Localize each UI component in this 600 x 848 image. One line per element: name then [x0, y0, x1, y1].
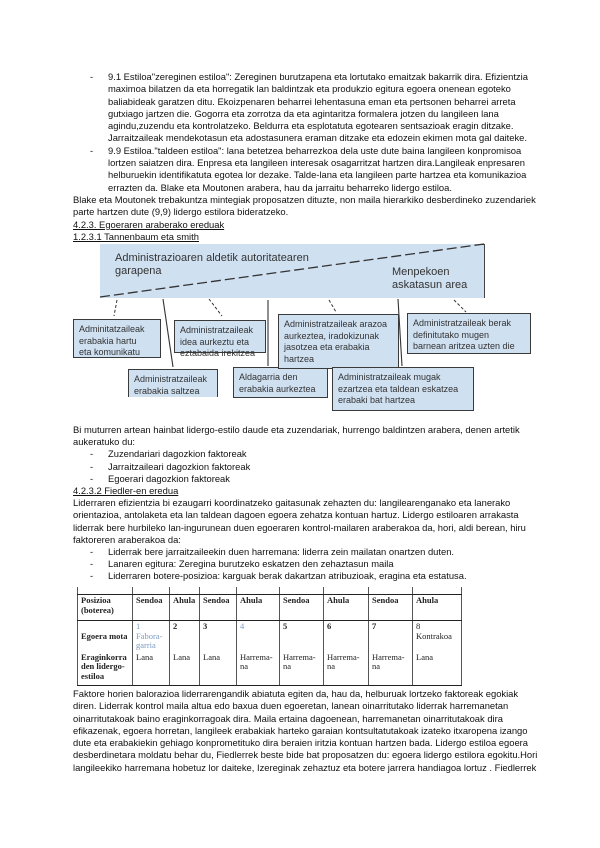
- diagram-box-3: [174, 320, 266, 358]
- table-row: [78, 595, 462, 621]
- list-item-text: Liderraren botere-posizioa: karguak berak dakartzan atribuzioak, eragina eta estatusa.: [108, 570, 467, 582]
- table-cell: Ahula: [413, 595, 462, 621]
- line: Administratzaileak: [180, 325, 254, 335]
- table-cell: 7: [369, 621, 413, 652]
- table-cell: Harrema-na: [280, 652, 324, 686]
- line: barnean aritzea uzten die: [413, 341, 515, 351]
- list-item: - Liderrak bere jarraitzaileekin duen harremana: liderra zein mailatan onartzen duten.: [90, 545, 455, 557]
- table-cell: Lana: [413, 652, 462, 686]
- line: eztabaida irekitzea: [180, 348, 256, 358]
- table-cell: Ahula: [170, 595, 200, 621]
- paragraph-line: Faktore horien balorazioa liderrarengandik abiatuta egiten da, hau da, helburuak lortzeko faktoreak egokiak: [73, 688, 519, 699]
- line: erabakia saltzea: [134, 385, 200, 396]
- list-item: - Liderraren botere-posizioa: karguak berak dakartzan atribuzioak, eragina eta estatusa.: [90, 570, 467, 582]
- table-cell: 4: [237, 621, 280, 652]
- list-item-text: Egoerari dagozkion faktoreak: [108, 472, 230, 484]
- list-item: - Zuzendariari dagozkion faktoreak: [90, 448, 247, 460]
- table-row: [78, 587, 462, 595]
- diagram-box-1: [73, 319, 161, 358]
- line: errazten da. Blake eta Moutonen arabera, hau da jarraitu beharreko lidergo estiloa.: [108, 181, 452, 193]
- paragraph-line: diren. Liderrak kontrol maila altua edo baxua duen egoeretan, lanean oinarritutako liderrak harremanetan: [73, 700, 509, 712]
- line: Jarraitzaileak mendekotasun eta adostasunera eraman ditzake eta edozein ekimen mota gal daiteke.: [108, 132, 528, 144]
- line: Aldagarria den: [239, 372, 298, 382]
- paragraph-line: dute eta erabakiekin gehiago konprometituko dira beraien iritzia kontuan hartzen bada. Lidergo estiloa egoera: [73, 737, 528, 749]
- table-cell: 6: [324, 621, 369, 652]
- table-row: [78, 652, 462, 686]
- paragraph-line: oinarritutakoak baino eraginkorragoak dira. Maila ertaina dagoenean, harremanetan oinarritutakoak dira: [73, 712, 503, 724]
- paragraph-line: efikazenak, egoera horretan, langileek erabakiak harteko garaian kontsultatutakoak izateko itxaropena izango: [73, 724, 528, 736]
- table-cell: 1 Faborа-garria: [133, 621, 170, 652]
- table-cell: 2: [170, 621, 200, 652]
- table-cell: Sendoa: [369, 595, 413, 621]
- paragraph-line: Bi muturren artean hainbat lidergo-estilo daude eta zuzendariak, hurrengo baldintzen arabera, denen artetik: [73, 424, 520, 435]
- line: Menpekoen: [392, 266, 450, 278]
- table-cell: Sendoa: [280, 595, 324, 621]
- line: eta komunikatu: [79, 347, 141, 357]
- table-cell: Eraginkorra den lidergo-estiloa: [78, 652, 133, 686]
- list-item: - Lanaren egitura: Zeregina burutzeko eskatzen den zehaztasun maila: [90, 558, 394, 570]
- paragraph-line: aukeratuko du:: [73, 436, 136, 448]
- list-item-text: Jarraitzaileari dagozkion faktoreak: [108, 460, 251, 472]
- table-cell: Sendoa: [200, 595, 237, 621]
- line: 9.9 Estiloa."taldeen estiloa": lana betetzea beharrezkoa dela uste dute baina langileen konpromisoa: [108, 144, 522, 156]
- paragraph-line: liderrak bere hurbileko lan-ingurunean duen egoeraren kontrol-mailaren araberakoa da, hori, aldi berean, hiru: [73, 521, 526, 533]
- line: Administratzaileak: [134, 374, 208, 384]
- line: garapena: [115, 265, 162, 277]
- table-cell: Ahula: [237, 595, 280, 621]
- line: gutxiago jartzen die. Gogorra eta zorrotza da eta agintaritza formalera jotzen du langileen lana: [108, 107, 499, 119]
- diagram-box-7: [407, 313, 531, 354]
- line: erabaki bat hartzea: [338, 395, 416, 405]
- paragraph-line: faktoreren araberakoa da:: [73, 533, 181, 545]
- paragraph-line: Blake eta Moutonek trebakuntza mintegiak proposatzen dituzte, non maila hierarkiko desberdineko zuzendariek: [73, 193, 536, 205]
- list-item: - Egoerari dagozkion faktoreak: [90, 472, 230, 484]
- line: definitutako mugen: [413, 329, 490, 340]
- line: agindu,zuzendu eta kontrolatzeko. Beldurra eta esplotatuta egotearen sentsazioak eragin ditzake.: [108, 120, 514, 132]
- table-cell: Harrema-na: [237, 652, 280, 686]
- section-heading: 4.2.3. Egoeraren araberako ereduak: [73, 218, 225, 230]
- table-cell: Posizioa (boterea): [78, 595, 133, 621]
- paragraph-line: desberdinetara moldatu behar du, Fiedlerrek beste bide bat proposatzen du: egoera lidergo estilora egokitu.Hori: [73, 749, 538, 761]
- text-block-2: [73, 424, 543, 582]
- bullet-9-9: - 9.9 Estiloa."taldeen estiloa": lana betetzea beharrezkoa dela uste dute baina langileen konpromisoa lortzen saiatzen dira. Enpresa eta langileen interesak osagarritzat hartzen dira.Langileak enpresaren helburuekin identifikatuta egotea lor dezake. Talde-lana eta langileen parte hartzea eta komunikazioa errazten da. Blake eta Moutonen arabera, hau da jarraitu beharreko lidergo estiloa.: [73, 145, 543, 194]
- line: Administratzaileak mugak: [338, 372, 441, 382]
- line: ezartzea eta taldean eskatzea: [338, 383, 459, 394]
- table-row: [78, 621, 462, 652]
- line: lortzen saiatzen dira. Enpresa eta langileen interesak osagarritzat hartzen dira.Langileak enpresaren: [108, 157, 525, 169]
- diagram-box-2: [128, 369, 218, 397]
- table-cell: Ahula: [324, 595, 369, 621]
- line: maximoa bilatzen da eta horregatik lan baldintzak eta produkzio egitura egoera onenean egoteko: [108, 83, 511, 95]
- paragraph-line: orientazioa, antolaketa eta lan taldean dagoen egoera zehatza kontuan hartuz. Lidergo estiloaren arrakasta: [73, 509, 519, 521]
- diagram-box-4: [233, 367, 328, 398]
- fiedler-table: [77, 587, 462, 686]
- paragraph-line: Liderraren efizientzia bi ezaugarri koordinatzeko gaitasunak zehazten du: langilearenganako eta lanerako: [73, 497, 511, 509]
- table-cell: 8 Kontrakoa: [413, 621, 462, 652]
- line: Adminitatzaileak: [79, 324, 145, 334]
- paragraph-line: parte hartzen dute (9,9) lidergo estilora bideratzeko.: [73, 206, 289, 218]
- list-item-text: Lanaren egitura: Zeregina burutzeko eskatzen den zehaztasun maila: [108, 558, 394, 570]
- table-cell: Egoera mota: [78, 621, 133, 652]
- table-cell: Harrema-na: [369, 652, 413, 686]
- paragraph-line: langileekiko harremana hobetuz lor daiteke, Izereginak zehaztuz eta botere jarrera handiagoa lortuz . Fiedlerrek: [73, 761, 537, 773]
- bullet-9-1: - 9.1 Estiloa"zereginen estiloa": Zereginen burutzapena eta lortutako emaitzak bakarrik dira. Efizientzia maximoa bilatzen da eta horregatik lan baldintzak eta produkzio egitura egoera onenean egoteko baliabideak garatzen ditu. Ekoizpenaren beharrei lehentasuna eman eta pertsonen beharrei arreta gutxiago jartzen die. Gogorra eta zorrotza da eta agintaritza formalera jotzen du langileen lana agindu,zuzendu eta kontrolatzeko. Beldurra eta esplotatuta egotearen sentsazioak eragin ditzake. Jarraitzaileak mendekotasun eta adostasunera eraman ditzake eta edozein ekimen mota gal daiteke.: [73, 71, 543, 145]
- authority-label: [115, 252, 309, 278]
- line: erabakia hartu: [79, 335, 137, 346]
- freedom-label: [392, 266, 467, 292]
- line: helburuekin identifikatuta egotea lor dezake. Talde-lana eta langileen parte hartzea eta komunikazioa: [108, 169, 527, 181]
- line: askatasun area: [392, 279, 468, 291]
- diagram-box-5: [278, 314, 399, 369]
- line: baliabideak garatzen ditu. Ekoizpenaren beharrei lehentasuna eman eta pertsonen beharrei arreta: [108, 95, 516, 107]
- line: Administrazioaren aldetik autoritatearen: [115, 252, 309, 264]
- table-cell: Lana: [170, 652, 200, 686]
- table-cell: Lana: [133, 652, 170, 686]
- subsection-heading: 4.2.3.2 Fiedler-en eredua: [73, 484, 179, 496]
- line: Administratzaileak arazoa: [284, 319, 388, 329]
- line: 9.1 Estiloa"zereginen estiloa": Zereginen burutzapena eta lortutako emaitzak bakarrik dira. Efizientzia: [108, 71, 528, 82]
- text-block-3: [73, 688, 543, 774]
- list-item-text: Zuzendariari dagozkion faktoreak: [108, 448, 247, 460]
- table-cell: 3: [200, 621, 237, 652]
- table-cell: 5: [280, 621, 324, 652]
- table-cell: Harrema-na: [324, 652, 369, 686]
- line: hartzea: [284, 353, 315, 364]
- diagram-box-6: [332, 367, 474, 411]
- line: idea aurkeztu eta: [180, 336, 250, 347]
- line: jasotzea eta erabakia: [284, 342, 370, 352]
- line: Administratzaileak berak: [413, 318, 512, 328]
- table-cell: Sendoa: [133, 595, 170, 621]
- list-item-text: Liderrak bere jarraitzaileekin duen harremana: liderra zein mailatan onartzen duten.: [108, 545, 455, 557]
- table-cell: Lana: [200, 652, 237, 686]
- line: erabakia aurkeztea: [239, 383, 316, 394]
- subsection-heading: 1.2.3.1 Tannenbaum eta smith: [73, 230, 199, 242]
- list-item: - Jarraitzaileari dagozkion faktoreak: [90, 460, 251, 472]
- line: aurkeztea, iradokizunak: [284, 330, 380, 341]
